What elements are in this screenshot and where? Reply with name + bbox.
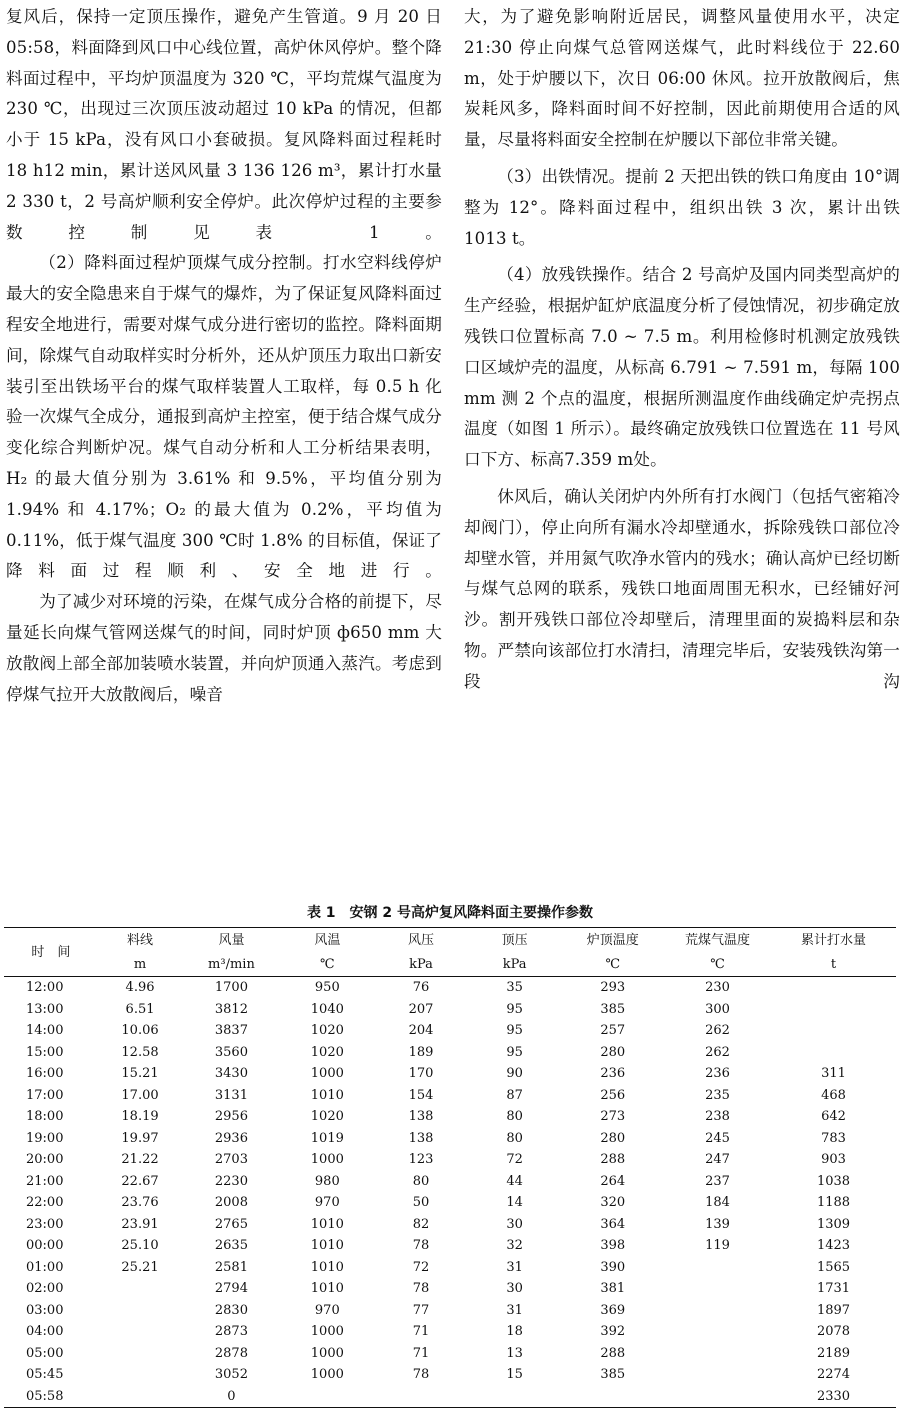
paragraph: 为了减少对环境的污染，在煤气成分合格的前提下，尽量延长向煤气管网送煤气的时间，同时炉顶 ф650 mm 大放散阀上部全部加装喷水装置，并向炉顶通入蒸汽。考虑到停煤气拉开大放散阀后，噪音 [6, 592, 442, 704]
table-cell: 82 [412, 1216, 430, 1232]
table-cell [98, 1364, 183, 1386]
table-row [4, 1257, 896, 1279]
table-row [4, 1085, 896, 1107]
table-cell: 35 [506, 980, 523, 995]
table-cell: 21.22 [121, 1152, 159, 1167]
table-cell [561, 1386, 664, 1408]
time-cell: 17:00 [26, 1087, 64, 1103]
table-cell: 80 [506, 1130, 523, 1146]
paragraph: 休风后，确认关闭炉内外所有打水阀门（包括气密箱冷却阀门），停止向所有漏水冷却壁通水，拆除残铁口部位冷却壁水管，并用氮气吹净水管内的残水；确认高炉已经切断与煤气总网的联系，残铁口地面周围无积水，已经铺好河沙。割开残铁口部位冷却壁后，清理里面的炭捣料层和杂物。严禁向该部位打水清扫，清理完毕后，安装残铁沟第一段沟 [464, 486, 900, 691]
table-cell: 1010 [310, 1281, 344, 1296]
table-cell: 72 [506, 1152, 523, 1167]
table-cell: 123 [408, 1152, 434, 1167]
table-cell: 2230 [214, 1173, 248, 1189]
table-row [4, 1364, 896, 1386]
time-cell: 00:00 [26, 1238, 64, 1253]
paragraph: 复风后，保持一定顶压操作，避免产生管道。9 月 20 日 05:58，料面降到风口中心线位置，高炉休风停炉。整个降料面过程中，平均炉顶温度为 320 ℃，平均荒煤气温度为 230 ℃，出现过三次顶压波动超过 10 kPa 的情况，但都小于 15 kPa，没有风口小套破损。复风降料面过程耗时 18 h12 min，累计送风风量 3 136 126 m³，累计打水量 2 330 t，2 号高炉顺利安全停炉。此次停炉过程的主要参数控制见表 1。 [6, 7, 442, 242]
table-body [4, 977, 896, 1408]
table-unit-row [4, 953, 896, 977]
table-cell [664, 1300, 771, 1322]
table-cell: 19.97 [121, 1130, 159, 1146]
column-header: 炉顶温度 [561, 928, 664, 953]
table-cell: 385 [600, 1367, 626, 1382]
left-column [6, 2, 442, 710]
table-cell: 31 [506, 1259, 523, 1275]
table-cell: 2794 [214, 1281, 248, 1296]
table-cell: 980 [314, 1173, 340, 1189]
table-cell: 95 [506, 1001, 523, 1017]
table-cell: 2078 [816, 1324, 851, 1339]
table-cell: 30 [506, 1281, 523, 1296]
time-cell: 05:58 [4, 1386, 98, 1408]
table-cell [664, 1321, 771, 1343]
table-cell: 280 [600, 1044, 626, 1060]
table-cell: 44 [506, 1173, 523, 1189]
table-cell: 1423 [816, 1238, 851, 1253]
table-row [4, 1386, 896, 1408]
table-cell [98, 1278, 183, 1300]
table-row [4, 1192, 896, 1214]
time-cell: 18:00 [26, 1109, 64, 1124]
table-cell: 369 [600, 1302, 626, 1318]
table-cell: 3837 [214, 1023, 248, 1038]
table-cell: 204 [408, 1023, 434, 1038]
table-cell [771, 999, 896, 1021]
time-cell: 12:00 [26, 980, 64, 995]
table-cell: 235 [705, 1087, 730, 1103]
column-header: 累计打水量 [771, 928, 896, 953]
table-cell: 2274 [816, 1367, 851, 1382]
table-cell: 1000 [310, 1345, 344, 1361]
table-row [4, 1128, 896, 1150]
table-cell: 13 [506, 1345, 523, 1361]
table-cell: 3131 [214, 1087, 248, 1103]
table-cell: 0 [182, 1386, 280, 1408]
table-cell [771, 1042, 896, 1064]
column-header: 风压 [374, 928, 468, 953]
table-cell: 390 [600, 1259, 626, 1275]
table-cell: 170 [408, 1066, 434, 1081]
table-cell: 1020 [310, 1044, 344, 1060]
table-cell: 78 [412, 1367, 430, 1382]
table-cell: 2936 [214, 1130, 248, 1146]
table-cell: 14 [506, 1195, 523, 1210]
column-header: 风温 [281, 928, 375, 953]
table-cell: 364 [600, 1216, 626, 1232]
table-cell: 95 [506, 1023, 523, 1038]
table-cell [281, 1386, 375, 1408]
table-cell: 257 [600, 1023, 626, 1038]
column-unit: t [771, 953, 896, 977]
table-cell: 18.19 [121, 1109, 159, 1124]
table-cell: 1565 [816, 1259, 851, 1275]
time-cell: 04:00 [26, 1324, 64, 1339]
table-cell: 1309 [816, 1216, 851, 1232]
table-cell: 18 [506, 1324, 523, 1339]
table-cell [98, 1300, 183, 1322]
table-cell: 642 [821, 1109, 846, 1124]
table-cell: 280 [600, 1130, 626, 1146]
table-cell: 90 [506, 1066, 523, 1081]
table-cell: 1700 [214, 980, 248, 995]
table-cell: 17.00 [121, 1087, 159, 1103]
paragraph: （2）降料面过程炉顶煤气成分控制。打水空料线停炉最大的安全隐患来自于煤气的爆炸，为了保证复风降料面过程安全地进行，需要对煤气成分进行密切的监控。降料面期间，除煤气自动取样实时分析外，还从炉顶压力取出口新安装引至出铁场平台的煤气取样装置人工取样，每 0.5 h 化验一次煤气全成分，通报到高炉主控室，便于结合煤气成分变化综合判断炉况。煤气自动分析和人工分析结果表明，H₂ 的最大值分别为 3.61% 和 9.5%，平均值分别为 1.94% 和 4.17%；O₂ 的最大值为 0.2%，平均值为 0.11%，低于煤气温度 300 ℃时 1.8% 的目标值，保证了降料面过程顺利、安全地进行。 [6, 253, 442, 581]
time-cell: 15:00 [26, 1044, 64, 1060]
table-cell: 154 [408, 1087, 434, 1103]
table-cell: 184 [705, 1195, 730, 1210]
table-cell: 2873 [214, 1324, 248, 1339]
table-cell: 1010 [310, 1238, 344, 1253]
table-cell: 12.58 [121, 1044, 159, 1060]
table-cell: 22.67 [121, 1173, 159, 1189]
table-title: 表 1 安钢 2 号高炉复风降料面主要操作参数 [306, 905, 594, 921]
table-row [4, 1020, 896, 1042]
table-cell: 381 [600, 1281, 626, 1296]
table-cell: 1188 [816, 1195, 851, 1210]
table-cell [664, 1386, 771, 1408]
table-cell: 78 [412, 1281, 430, 1296]
table-row [4, 1063, 896, 1085]
table-row [4, 1214, 896, 1236]
table-row [4, 1278, 896, 1300]
table-row [4, 1300, 896, 1322]
table-cell: 1010 [310, 1087, 344, 1103]
table-row [4, 1149, 896, 1171]
table-cell: 3052 [214, 1367, 248, 1382]
table-cell: 236 [600, 1066, 626, 1081]
table-cell: 87 [506, 1087, 523, 1103]
table-cell: 2956 [214, 1109, 248, 1124]
table-cell: 1000 [310, 1324, 344, 1339]
table-cell: 2189 [816, 1345, 851, 1361]
table-cell [771, 1020, 896, 1042]
table-row [4, 999, 896, 1021]
column-header: 荒煤气温度 [664, 928, 771, 953]
table-cell: 262 [705, 1023, 730, 1038]
table-cell: 32 [506, 1238, 523, 1253]
time-cell: 19:00 [26, 1130, 64, 1146]
table-cell: 189 [408, 1044, 434, 1060]
table-cell: 1019 [310, 1130, 344, 1146]
table-cell: 2765 [214, 1216, 248, 1232]
time-cell: 23:00 [26, 1216, 64, 1232]
table-cell: 71 [412, 1345, 430, 1361]
table-cell: 23.91 [121, 1216, 159, 1232]
table-cell: 320 [600, 1195, 626, 1210]
table-cell: 95 [506, 1044, 523, 1060]
table-cell [98, 1321, 183, 1343]
column-unit: m³/min [182, 953, 280, 977]
table-cell: 72 [412, 1259, 430, 1275]
table-cell: 139 [705, 1216, 730, 1232]
table-cell: 138 [408, 1109, 434, 1124]
table-cell [664, 1257, 771, 1279]
paragraph: （3）出铁情况。提前 2 天把出铁的铁口角度由 10°调整为 12°。降料面过程中，组织出铁 3 次，累计出铁 1013 t。 [464, 166, 900, 248]
time-cell: 02:00 [26, 1281, 64, 1296]
table-cell: 245 [705, 1130, 730, 1146]
table-cell: 392 [600, 1324, 626, 1339]
table-cell: 31 [506, 1302, 523, 1318]
table-cell: 2878 [214, 1345, 248, 1361]
table-cell: 207 [408, 1001, 434, 1017]
table-cell: 903 [821, 1152, 846, 1167]
table-cell: 80 [412, 1173, 430, 1189]
column-header-time: 时 间 [4, 928, 98, 977]
table-cell: 293 [600, 980, 626, 995]
table-cell: 15.21 [121, 1066, 159, 1081]
table-cell: 50 [412, 1195, 430, 1210]
column-header: 顶压 [468, 928, 562, 953]
table-cell: 288 [600, 1345, 626, 1361]
table-cell: 78 [412, 1238, 430, 1253]
table-cell: 2581 [214, 1259, 248, 1275]
table-cell: 300 [705, 1001, 730, 1017]
table-cell: 6.51 [125, 1001, 155, 1017]
table-row [4, 1235, 896, 1257]
table-row [4, 1343, 896, 1365]
table-cell [664, 1343, 771, 1365]
table-cell: 119 [705, 1238, 730, 1253]
table-cell: 1040 [310, 1001, 344, 1017]
column-unit: kPa [468, 953, 562, 977]
parameter-table [4, 927, 896, 1408]
table-cell: 2703 [214, 1152, 248, 1167]
table-cell: 1731 [816, 1281, 851, 1296]
table-cell: 385 [600, 1001, 626, 1017]
table-cell [374, 1386, 468, 1408]
time-cell: 20:00 [26, 1152, 64, 1167]
column-unit: kPa [374, 953, 468, 977]
column-unit: m [98, 953, 183, 977]
table-row [4, 1106, 896, 1128]
time-cell: 13:00 [26, 1001, 64, 1017]
table-cell: 3812 [214, 1001, 248, 1017]
article-body [6, 2, 900, 872]
table-cell: 10.06 [121, 1023, 159, 1038]
table-cell [664, 1278, 771, 1300]
column-unit: ℃ [281, 953, 375, 977]
table-row [4, 1042, 896, 1064]
table-cell: 1897 [816, 1302, 851, 1318]
table-cell: 1020 [310, 1023, 344, 1038]
table-cell: 30 [506, 1216, 523, 1232]
time-cell: 16:00 [26, 1066, 64, 1081]
table-cell: 237 [705, 1173, 730, 1189]
table-cell: 1000 [310, 1152, 344, 1167]
table-cell: 950 [314, 980, 340, 995]
table-cell: 3430 [214, 1066, 248, 1081]
table-cell: 80 [506, 1109, 523, 1124]
table-cell: 264 [600, 1173, 626, 1189]
table-cell: 23.76 [121, 1195, 159, 1210]
table-cell: 2008 [214, 1195, 248, 1210]
table-cell: 256 [600, 1087, 626, 1103]
paragraph: （4）放残铁操作。结合 2 号高炉及国内同类型高炉的生产经验，根据炉缸炉底温度分析了侵蚀情况，初步确定放残铁口位置标高 7.0 ~ 7.5 m。利用检修时机测定放残铁口区域炉壳的温度，从标高 6.791 ~ 7.591 m，每隔 100 mm 测 2 个点的温度，根据所测温度作曲线确定炉壳拐点温度（如图 1 所示）。最终确定放残铁口位置选在 11 号风口下方、标高7.359 m处。 [464, 265, 900, 470]
table-cell: 236 [705, 1066, 730, 1081]
table-cell: 1000 [310, 1066, 344, 1081]
table-cell: 273 [600, 1109, 626, 1124]
table-cell: 311 [821, 1066, 846, 1081]
table-cell: 1010 [310, 1259, 344, 1275]
time-cell: 21:00 [26, 1173, 64, 1189]
table-cell: 1020 [310, 1109, 344, 1124]
time-cell: 03:00 [26, 1302, 64, 1318]
table-cell: 138 [408, 1130, 434, 1146]
table-cell: 262 [705, 1044, 730, 1060]
time-cell: 01:00 [26, 1259, 64, 1275]
table-cell: 398 [600, 1238, 626, 1253]
table-cell: 1000 [310, 1367, 344, 1382]
time-cell: 05:45 [26, 1367, 64, 1382]
table-cell: 2830 [214, 1302, 248, 1318]
table-row [4, 1321, 896, 1343]
time-cell: 22:00 [26, 1195, 64, 1210]
table-cell: 4.96 [125, 980, 155, 995]
table-cell: 230 [705, 980, 730, 995]
table-cell [468, 1386, 562, 1408]
table-row [4, 1171, 896, 1193]
column-unit: ℃ [664, 953, 771, 977]
table-cell: 25.21 [121, 1259, 159, 1275]
column-header: 风量 [182, 928, 280, 953]
table-cell [98, 1386, 183, 1408]
table-cell: 783 [821, 1130, 846, 1146]
table-cell: 970 [314, 1302, 340, 1318]
table-cell [771, 977, 896, 999]
table-cell: 71 [412, 1324, 430, 1339]
table-cell [664, 1364, 771, 1386]
table-cell: 1038 [816, 1173, 851, 1189]
table-cell [98, 1343, 183, 1365]
table-header-row [4, 928, 896, 953]
time-cell: 05:00 [26, 1345, 64, 1361]
table-cell: 247 [705, 1152, 730, 1167]
table-cell: 288 [600, 1152, 626, 1167]
table-cell: 238 [705, 1109, 730, 1124]
table-cell: 468 [821, 1087, 846, 1103]
table-cell: 1010 [310, 1216, 344, 1232]
table-cell: 76 [412, 980, 430, 995]
table-cell: 15 [506, 1367, 523, 1382]
table-cell: 970 [314, 1195, 340, 1210]
right-column [464, 2, 900, 698]
column-unit: ℃ [561, 953, 664, 977]
table-cell: 2330 [771, 1386, 896, 1408]
column-header: 料线 [98, 928, 183, 953]
table-cell: 77 [412, 1302, 430, 1318]
parameter-table-section [4, 899, 896, 1408]
table-cell: 25.10 [121, 1238, 159, 1253]
time-cell: 14:00 [26, 1023, 64, 1038]
paragraph: 大，为了避免影响附近居民，调整风量使用水平，决定 21:30 停止向煤气总管网送煤气，此时料线位于 22.60 m，处于炉腰以下，次日 06:00 休风。拉开放散阀后，焦炭耗风多，降料面时间不好控制，因此前期使用合适的风量，尽量将料面安全控制在炉腰以下部位非常关键。 [464, 7, 900, 150]
table-cell: 3560 [214, 1044, 248, 1060]
table-row [4, 977, 896, 999]
table-cell: 2635 [214, 1238, 248, 1253]
